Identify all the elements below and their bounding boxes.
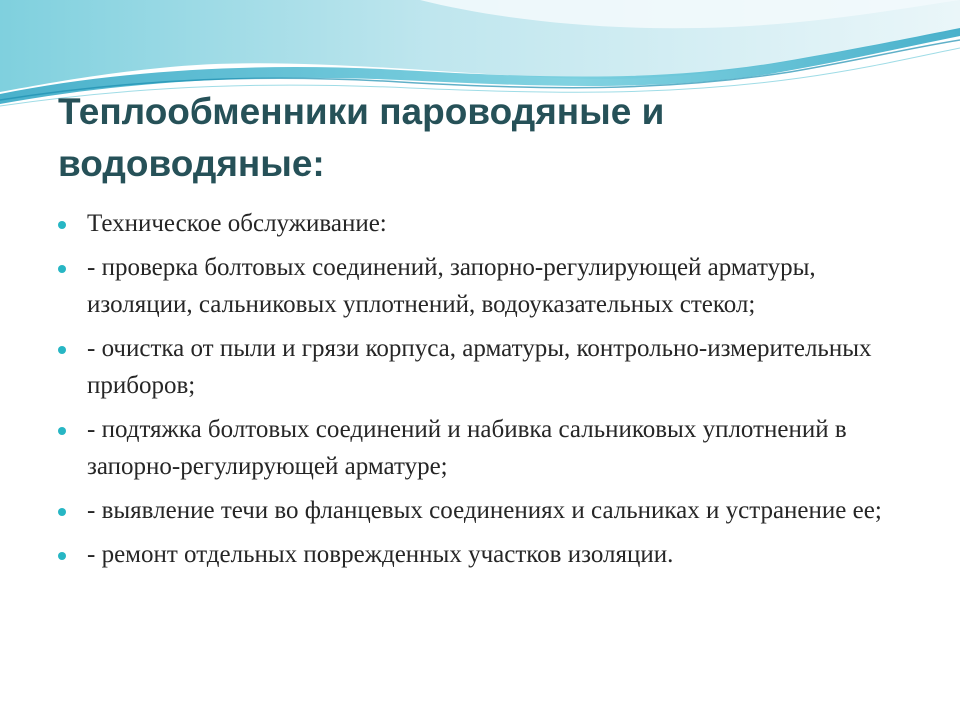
bullet-icon bbox=[58, 221, 66, 229]
bullet-text: - проверка болтовых соединений, запорно-регулирующей арматуры, изоляции, сальниковых уплотнений, водоуказательных стекол; bbox=[87, 254, 816, 318]
bullet-list bbox=[58, 205, 918, 580]
list-item bbox=[58, 330, 918, 404]
bullet-text: - ремонт отдельных поврежденных участков изоляции. bbox=[87, 541, 674, 568]
list-item bbox=[58, 411, 918, 485]
bullet-icon bbox=[58, 552, 66, 560]
bullet-icon bbox=[58, 508, 66, 516]
bullet-icon bbox=[58, 265, 66, 273]
bullet-text: - подтяжка болтовых соединений и набивка сальниковых уплотнений в запорно-регулирующей арматуре; bbox=[87, 416, 847, 480]
list-item bbox=[58, 249, 918, 323]
bullet-text: Техническое обслуживание: bbox=[87, 210, 387, 237]
list-item bbox=[58, 536, 918, 573]
bullet-text: - выявление течи во фланцевых соединениях и сальниках и устранение ее; bbox=[87, 497, 882, 524]
list-item bbox=[58, 492, 918, 529]
bullet-text: - очистка от пыли и грязи корпуса, арматуры, контрольно-измерительных приборов; bbox=[87, 335, 872, 399]
list-item bbox=[58, 205, 918, 242]
bullet-icon bbox=[58, 346, 66, 354]
bullet-icon bbox=[58, 427, 66, 435]
slide-title: Теплообменники пароводяные и водоводяные: bbox=[58, 91, 665, 184]
